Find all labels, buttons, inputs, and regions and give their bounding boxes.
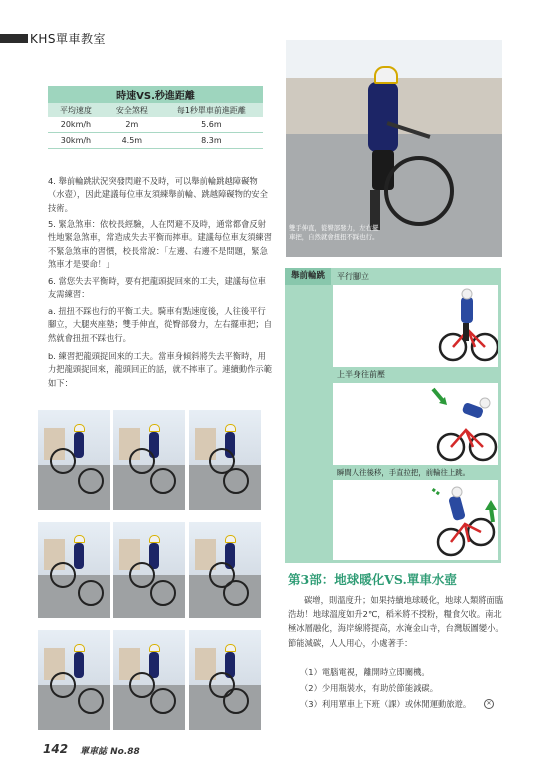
demo-photo bbox=[38, 630, 110, 730]
panel-step-3-label: 瞬間人往後移，手直拉把，前輪往上跳。 bbox=[337, 468, 471, 477]
table-cell: 30km/h bbox=[48, 133, 104, 149]
table-title: 時速VS.秒進距離 bbox=[48, 86, 263, 103]
section-3-item: （3）利用單車上下班（課）或休閒運動旅遊。 bbox=[300, 699, 472, 709]
table-header-speed: 平均速度 bbox=[48, 103, 104, 117]
page-header-title: KHS單車教室 bbox=[30, 32, 107, 46]
demo-photo bbox=[113, 410, 185, 510]
table-cell: 20km/h bbox=[48, 117, 104, 133]
demo-photo bbox=[189, 410, 261, 510]
header-bar bbox=[0, 34, 28, 43]
section-3-intro: 碳增，則溫度升；如果持續地球暖化，地球人類將面臨浩劫！地球溫度如升2℃，稻米將不授粉，糧食欠收。南北極冰層融化，海岸線將提高，水淹金山寺，台灣版圖變小。節能減碳，人人用心，小處著手： bbox=[288, 595, 504, 648]
section-3-item: （2）少用瓶裝水，有助於節能減碳。 bbox=[300, 683, 439, 693]
demo-photo bbox=[189, 630, 261, 730]
table-cell: 8.3m bbox=[160, 133, 263, 149]
table-cell: 5.6m bbox=[160, 117, 263, 133]
panel-step-1-label: 平行腳立 bbox=[337, 272, 369, 281]
page-number: 142 bbox=[43, 742, 69, 756]
section-3-title: 第3部：地球暖化VS.單車水壺 bbox=[288, 572, 457, 587]
magazine-name: 單車誌 No.88 bbox=[80, 747, 140, 757]
table-header-distance: 每1秒單車前進距離 bbox=[160, 103, 263, 117]
speed-distance-table bbox=[48, 86, 263, 149]
panel-step-2-photo bbox=[333, 383, 498, 465]
table-row bbox=[48, 133, 263, 149]
panel-heading: 舉前輪跳 bbox=[285, 268, 331, 285]
table-header-brake: 安全煞程 bbox=[104, 103, 160, 117]
panel-step-2-label: 上半身往前壓 bbox=[337, 370, 385, 379]
paragraph-wheelie: 4. 舉前輪跳狀況突發閃避不及時，可以舉前輪跳越障礙物（水壺），因此建議每位車友須練舉前輪、跳越障礙物的安全技術。 bbox=[48, 176, 268, 213]
paragraph-step-a: a. 扭扭不踩也行的平衡工夫。騎車有點速度後，人往後平行腳立，大腿夾座墊；雙手伸直，從臀部發力，左右擺車把；自然就會扭扭不踩也行。 bbox=[48, 306, 273, 343]
wheelie-steps-panel bbox=[285, 268, 501, 563]
demo-photo bbox=[189, 522, 261, 618]
paragraph-step-b: b. 練習把龍頭捉回來的工夫。當車身傾斜將失去平衡時，用力把龍頭捉回來，龍頭回正的話，就不摔車了。連續動作示範如下： bbox=[48, 351, 273, 388]
demo-photo bbox=[113, 522, 185, 618]
paragraph-emergency-brake: 5. 緊急煞車：依校長經驗，人在閃避不及時，通常都會反射性地緊急煞車，常造成失去平衡而摔車。建議每位車友須練習不緊急煞車的習慣，校長常說：「左邊、右邊不是問題，緊急煞車才是要命！」 bbox=[48, 219, 273, 269]
main-photo-caption: 雙手伸直，從臀部發力，左右擺車把，自然就會扭扭不踩也行。 bbox=[289, 224, 379, 241]
table-cell: 2m bbox=[104, 117, 160, 133]
panel-step-3-photo bbox=[333, 480, 498, 560]
paragraph-balance: 6. 當您失去平衡時，要有把龍頭捉回來的工夫，建議每位車友需練習： bbox=[48, 276, 266, 300]
end-mark-icon: ✕ bbox=[484, 699, 494, 709]
demo-photo bbox=[38, 522, 110, 618]
table-cell: 4.5m bbox=[104, 133, 160, 149]
demo-photo bbox=[38, 410, 110, 510]
table-row bbox=[48, 117, 263, 133]
panel-step-1-photo bbox=[333, 285, 498, 367]
demo-photo bbox=[113, 630, 185, 730]
section-3-item: （1）電腦電視，離開時立即關機。 bbox=[300, 667, 430, 677]
